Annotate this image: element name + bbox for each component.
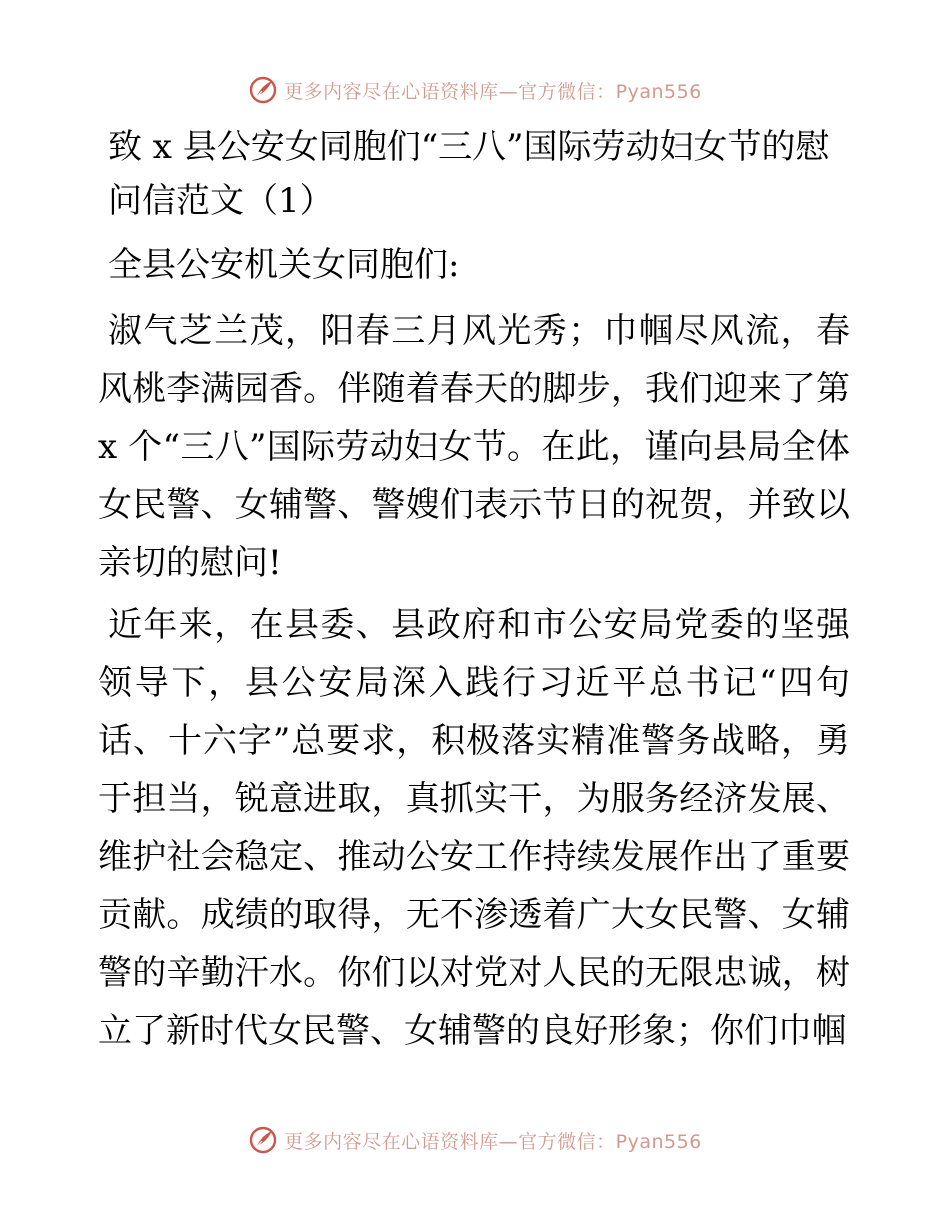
watermark-text: 更多内容尽在心语资料库—官方微信：Pyan556	[284, 80, 702, 103]
header-watermark	[0, 70, 950, 110]
footer-watermark	[0, 1120, 950, 1160]
salutation: 全县公安机关女同胞们:	[108, 245, 460, 285]
paragraph-1: 淑气芝兰茂，阳春三月风光秀；巾帼尽风流，春风桃李满园香。伴随着春天的脚步，我们迎来了第 x 个“三八”国际劳动妇女节。在此，谨向县局全体女民警、女辅警、警嫂们表示节日的祝贺，并致以亲切的慰问!	[98, 311, 850, 583]
document-body	[98, 120, 850, 1064]
paragraph-2: 近年来，在县委、县政府和市公安局党委的坚强领导下，县公安局深入践行习近平总书记“四句话、十六字”总要求，积极落实精准警务战略，勇于担当，锐意进取，真抓实干，为服务经济发展、维护社会稳定、推动公安工作持续发展作出了重要贡献。成绩的取得，无不渗透着广大女民警、女辅警的辛勤汗水。你们以对党对人民的无限忠诚，树立了新时代女民警、女辅警的良好形象；你们巾帼	[98, 605, 850, 1051]
feather-quill-icon	[248, 75, 278, 105]
feather-quill-icon	[248, 1125, 278, 1155]
watermark-text: 更多内容尽在心语资料库—官方微信：Pyan556	[284, 1130, 702, 1153]
document-title: 致 x 县公安女同胞们“三八”国际劳动妇女节的慰问信范文（1）	[108, 127, 830, 221]
